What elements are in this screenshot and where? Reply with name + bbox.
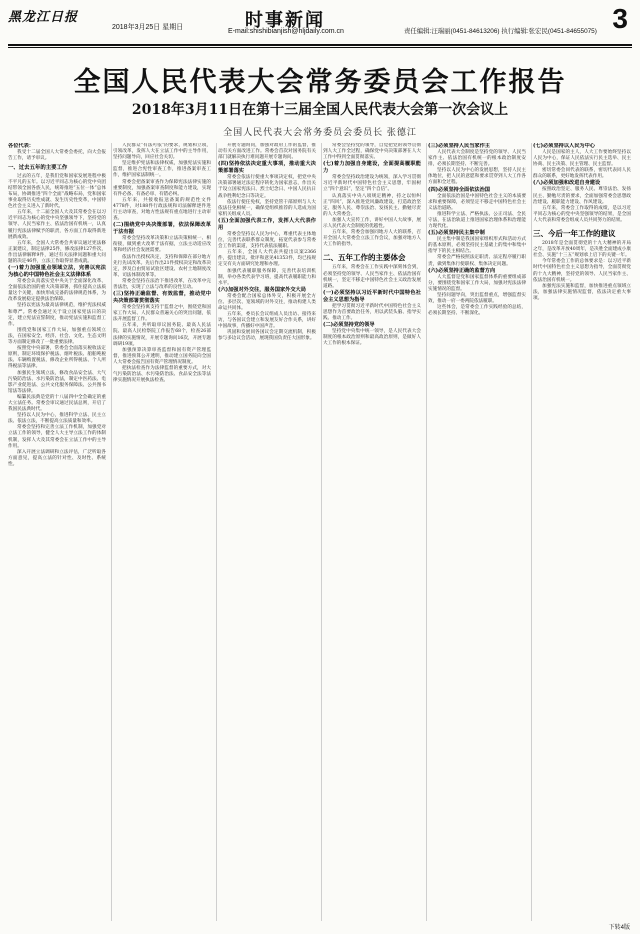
article-column-5 [428, 143, 526, 921]
article-headline: 全国人民代表大会常务委员会工作报告 [73, 67, 567, 97]
body-paragraph: 坚持以人民为中心，推进科学立法、民主立法、依法立法，不断提高立法质量和效率。 [8, 413, 106, 425]
section-email: E-mail:shishibianjish@hljdaily.com.cn [228, 28, 344, 35]
body-paragraph: 密切常委会同代表的联系，密切代表同人民群众的联系，更好地发挥代表作用。 [533, 168, 631, 180]
body-paragraph: 常委会把备案审查作为保障宪法法律实施的重要制度，加强备案审查制度和能力建设，实现有件必备、有备必审、有错必纠。 [113, 179, 211, 197]
editor-credits: 责任编辑:汪瑞丽(0451-84613206) 执行编辑:张宏民(0451-84655075) [404, 28, 597, 35]
section-subheading: (五)必须坚持民主集中制 [428, 230, 485, 237]
body-paragraph: 依法作出授权决定，支持和保障在部分地方先行先试改革。先后作出21件授权决定和改革决定，涉及自由贸易试验区建设、农村土地制度改革、司法体制改革等。 [113, 254, 211, 278]
body-paragraph: 五年来，全国人大常委会共审议通过宪法修正案建议，制定法律25件，修改法律127件次，作出法律解释9件，通过有关法律问题和重大问题的决定46件，立法工作取得显著成就。 [8, 240, 106, 264]
body-paragraph: 加强民生领域立法，修改食品安全法、大气污染防治法、水污染防治法，制定中医药法、电影产业促进法、公共文化服务保障法、公共图书馆法等法律。 [8, 370, 106, 394]
section-subheading: (八)必须加强和改进自身建设 [533, 180, 601, 187]
column-divider [426, 143, 427, 921]
masthead-rule-thin [8, 47, 632, 48]
body-paragraph: 五年来，常委会在工作实践中深刻体会到，必须坚持党的领导、人民当家作主、依法治国有机统一，坚定不移走中国特色社会主义政治发展道路。 [323, 265, 421, 289]
body-paragraph: 五年来，委员长会议组成人员出访、接待来访，与各国议会建立和发展友好合作关系，讲好中国故事，传播好中国声音。 [218, 312, 316, 330]
section-subheading: (二)必须坚持党的领导 [323, 322, 375, 329]
body-paragraph: 开展专题询问，加强对政府工作的监督，推动有关方面改进工作。常委会首次对国务院有关部门就解决执行难问题开展专题询问。 [218, 143, 316, 161]
body-paragraph: 五年来，常委会工作取得的成绩，是以习近平同志为核心的党中央坚强领导的结果，是全国人大代表和常委会组成人员共同努力的结果。 [533, 205, 631, 223]
body-paragraph: 巩固和发展同各国议会定期交流机制，积极参与多边议会活动，展现我国负责任大国形象。 [218, 330, 316, 342]
body-paragraph: 人大监督是党和国家监督体系的重要组成部分，要围绕党和国家工作大局，加强对宪法法律实施情况的监督。 [428, 274, 526, 292]
body-paragraph: 坚持党中央集中统一领导，是人民代表大会制度的根本政治原则和最高政治原则，是做好人大工作的根本保证。 [323, 329, 421, 347]
section-subheading: (二)围绕党中央决策部署，依法保障改革于法有据 [113, 222, 211, 236]
body-paragraph: 常委会坚持和完善立法工作机制，加强党对立法工作的领导，健全人大主导立法工作的体制机制，发挥人大及其常委会在立法工作中的主导作用。 [8, 425, 106, 449]
masthead [0, 3, 640, 42]
page-number: 3 [612, 3, 628, 34]
body-paragraph: 人民是国家的主人，人大工作要始终坚持以人民为中心，保证人民依法实行民主选举、民主协商、民主决策、民主管理、民主监督。 [533, 150, 631, 168]
body-paragraph: 五年来，共接收报送备案的规范性文件4778件，对188件行政法规和司法解释逐件进行主动审查，对地方性法规有重点地进行主动审查。 [113, 197, 211, 222]
body-paragraph: 常委会依法行使重大事项决定权，把党中央决策部署通过法定程序转化为国家意志，作出关于设立国家宪法日、烈士纪念日、中国人民抗日战争胜利纪念日等决定。 [218, 175, 316, 199]
body-paragraph: 2018年是全面贯彻党的十九大精神的开局之年，是改革开放40周年，是决胜全面建成小康社会、实施“十三五”规划承上启下的关键一年。 [533, 241, 631, 259]
body-paragraph: 把学习贯彻习近平新时代中国特色社会主义思想作为首要政治任务，用以武装头脑、指导实践、推动工作。 [323, 303, 421, 321]
article-column-2 [113, 143, 211, 921]
body-paragraph: 我受十二届全国人大常委会委托，向大会报告工作，请予审议。 [8, 150, 106, 162]
continued-note: 下转4版 [608, 925, 630, 931]
body-paragraph: 人民代表大会制度是坚持党的领导、人民当家作主、依法治国有机统一的根本政治制度安排，必须长期坚持、不断完善。 [428, 150, 526, 168]
article-byline: 全国人民代表大会常务委员会委员长 张德江 [223, 128, 417, 138]
major-heading: 三、今后一年工作的建议 [533, 229, 616, 239]
body-paragraph: 加强人大宣传工作，讲好中国人大故事，展示人民代表大会制度的优越性。 [323, 217, 421, 230]
section-subheading: (一)必须坚持以习近平新时代中国特色社会主义思想为指导 [323, 289, 421, 303]
body-paragraph: 围绕党和国家工作大局，加强重点领域立法，在国家安全、经济、社会、文化、生态文明等方面制定修改了一批重要法律。 [8, 327, 106, 346]
body-paragraph: 过去的五年，是我们党和国家发展进程中极不平凡的五年。以习近平同志为核心的党中央团结带领全国各族人民，统筹推进“五位一体”总体布局，协调推进“四个全面”战略布局，党和国家事业取得历史性成就、发生历史性变革，中国特色社会主义进入了新时代。 [8, 173, 106, 210]
body-paragraph: 全面依法治国是中国特色社会主义的本质要求和重要保障，必须坚定不移走中国特色社会主义法治道路。 [428, 193, 526, 211]
body-paragraph: 常委会坚持政治建设为统领，深入学习贯彻习近平新时代中国特色社会主义思想，牢固树立“四个意识”，坚定“四个自信”。 [323, 175, 421, 193]
body-paragraph: 深入开展立法调研和立法评估，广泛听取各方面意见，提高立法的针对性、及时性、系统性。 [8, 449, 106, 467]
body-paragraph: 加强预算决算审查监督和国有资产管理监督，推进预算公开透明，推动建立国务院向全国人大常委会报告国有资产管理情况制度。 [113, 347, 211, 365]
section-subheading: (一)着力加强重点领域立法，完善以宪法为核心的中国特色社会主义法律体系 [8, 265, 106, 279]
body-paragraph: 按照党中央部署，常委会全面落实税收法定原则，制定环境保护税法、烟叶税法、船舶吨税法、车辆购置税法，修改企业所得税法、个人所得税法等法律。 [8, 346, 106, 370]
masthead-rule-thick [8, 44, 632, 46]
body-paragraph: 人民群众“有法可依”的要求，规划和立项，引领改革，发挥人大在立法工作中的主导作用，坚持问题导向，回应社会关切。 [113, 143, 211, 161]
body-paragraph: 五年来，常委会加强同地方人大的联系，召开全国人大常委会立法工作会议，加强对地方人大工作的指导。 [323, 230, 421, 248]
body-paragraph: 常委会坚持在法治下推进改革，在改革中完善法治，实现了立法与改革的良性互动。 [113, 278, 211, 290]
body-paragraph: 编纂民法典是党的十八届四中全会确定的重大立法任务。常委会审议通过民法总则，开启了我国民法典时代。 [8, 394, 106, 413]
body-paragraph: 常委会严格按照法定职责、法定程序履行职责，做到集体行使职权、集体决定问题。 [428, 255, 526, 267]
article-column-3 [218, 143, 316, 921]
body-paragraph: 民主集中制是我国国家组织形式和活动方式的基本原则，必须坚持民主基础上的集中和集中指导下的民主相结合。 [428, 237, 526, 255]
body-paragraph: 五年来，全国人大代表共提出议案2366件，提出建议、批评和意见41353件，均已按规定交有关方面研究处理和办理。 [218, 250, 316, 268]
body-paragraph: 加强宪法实施和监督，加快推进重点领域立法，加强法律实施情况监督，依法决定重大事项。 [533, 283, 631, 301]
body-paragraph: 常委会坚持寓支持于监督之中，围绕党和国家工作大局、人民群众普遍关心的突出问题，依法开展监督工作。 [113, 305, 211, 323]
body-paragraph: 常委会坚持改革决策和立法决策相统一、相衔接，做到重大改革于法有据，立法主动适应改革和经济社会发展需要。 [113, 236, 211, 254]
body-paragraph: 五年来，十二届全国人大及其常委会在以习近平同志为核心的党中央坚强领导下，坚持党的领导、人民当家作主、依法治国有机统一，认真履行宪法法律赋予的职责，各方面工作取得新进展新成效。 [8, 210, 106, 240]
section-subheading: 各位代表： [8, 143, 34, 149]
column-divider [216, 143, 217, 921]
section-subheading: (六)必须坚持正确的监督方向 [428, 267, 496, 274]
newspaper-logo: 黑龙江日报 [8, 10, 79, 25]
section-heading: 一、过去五年的主要工作 [8, 165, 68, 172]
body-paragraph: 加强代表履职服务保障，完善代表培训机制，举办各类代表学习班，提高代表履职能力和水平。 [218, 268, 316, 286]
body-paragraph: 依法行使任免权，坚持党管干部原则与人大依法任免相统一，确保党组织推荐的人选成为国家机关组成人员。 [218, 199, 316, 217]
section-subheading: (七)着力加强自身建设，全面提高履职能力 [323, 161, 421, 175]
body-paragraph: 坚持以人民为中心的发展思想，坚持人民主体地位，把人民的意愿和要求贯穿到人大工作各方面和全过程。 [428, 168, 526, 186]
body-paragraph: 推进科学立法、严格执法、公正司法、全民守法，在法治轨道上推进国家治理体系和治理能力现代化。 [428, 211, 526, 230]
column-divider [321, 143, 322, 921]
section-subheading: (四)必须坚持全面依法治国 [428, 186, 490, 193]
body-paragraph: 坚定维护宪法和法律权威，加强宪法实施和监督，推进合宪性审查工作，推进备案审查工作，维护国家法制统一。 [113, 161, 211, 179]
body-paragraph: 把执法检查作为法律监督的重要方式，对大气污染防治法、水污染防治法、食品安全法等法律实施情况开展执法检查。 [113, 366, 211, 384]
body-paragraph: 这些体会，是常委会工作实践经验的总结，必须长期坚持、不断深化。 [428, 305, 526, 317]
article-column-4 [323, 143, 421, 921]
body-paragraph: 五年来，共听取审议国务院、最高人民法院、最高人民检察院工作报告68个，检查26部法律的实施情况，开展专题询问16次，开展专题调研19项。 [113, 323, 211, 347]
issue-date: 2018年3月25日 星期日 [112, 24, 184, 31]
section-title: 时事新闻 [245, 10, 325, 31]
body-paragraph: 常委会配合国家总体外交，积极开展全方位、多层次、宽领域的对外交往，推动构建人类命运共同体。 [218, 293, 316, 311]
article-column-1 [8, 143, 106, 921]
body-paragraph: 常委会坚持以人民为中心，尊重代表主体地位，完善代表联系群众制度，拓宽代表参与常委会工作的渠道，支持代表依法履职。 [218, 231, 316, 250]
body-paragraph: 坚持以宪法为最高法律规范，维护宪法权威和尊严。常委会通过关于设立国家宪法日的决定，建立宪法宣誓制度，推动宪法实施和监督工作。 [8, 303, 106, 327]
article-subhead: 2018年3月11日在第十三届全国人民代表大会第一次会议上 [131, 102, 509, 118]
body-paragraph: 认真落实中央八项规定精神，持之以恒纠正“四风”，深入推进党风廉政建设，打造政治坚定、服务人民、尊崇法治、发扬民主、勤勉尽责的人大常委会。 [323, 193, 421, 217]
section-subheading: (四)坚持依法决定重大事项，推动重大决策部署落实 [218, 161, 316, 175]
body-paragraph: 按照政治坚定、服务人民、尊崇法治、发扬民主、勤勉尽责的要求，全面加强常委会思想政治建设、履职能力建设、作风建设。 [533, 187, 631, 205]
body-paragraph: 今年常委会工作的总体要求是：以习近平新时代中国特色社会主义思想为指导，全面贯彻党的十九大精神，坚持党的领导、人民当家作主、依法治国有机统一。 [533, 259, 631, 283]
column-divider [531, 143, 532, 921]
article-column-6 [533, 143, 631, 921]
section-subheading: (五)全面加强代表工作，发挥人大代表作用 [218, 217, 316, 231]
article-body [8, 143, 632, 921]
section-subheading: (三)坚持正确监督、有效监督，推动党中央决策部署贯彻落实 [113, 291, 211, 305]
section-subheading: (七)必须坚持以人民为中心 [533, 143, 595, 149]
section-subheading: (三)必须坚持人民当家作主 [428, 143, 490, 149]
body-paragraph: 常委会认真落实党中央关于全面深化改革、全面依法治国的重大决策部署，抓住提高立法质量这个关键，加快形成完备的法律规范体系，为改革发展稳定提供法治保障。 [8, 279, 106, 303]
body-paragraph: 坚持问题导向，突出监督重点，增强监督实效，推动一府一委两院依法履职。 [428, 292, 526, 304]
body-paragraph: 常委会坚持党的领导，自觉把党的领导贯彻到人大工作全过程，确保党中央决策部署在人大工作中得到全面贯彻落实。 [323, 143, 421, 161]
column-divider [111, 143, 112, 921]
major-heading: 二、五年工作的主要体会 [323, 253, 406, 263]
section-subheading: (六)加强对外交往，服务国家外交大局 [218, 286, 306, 293]
